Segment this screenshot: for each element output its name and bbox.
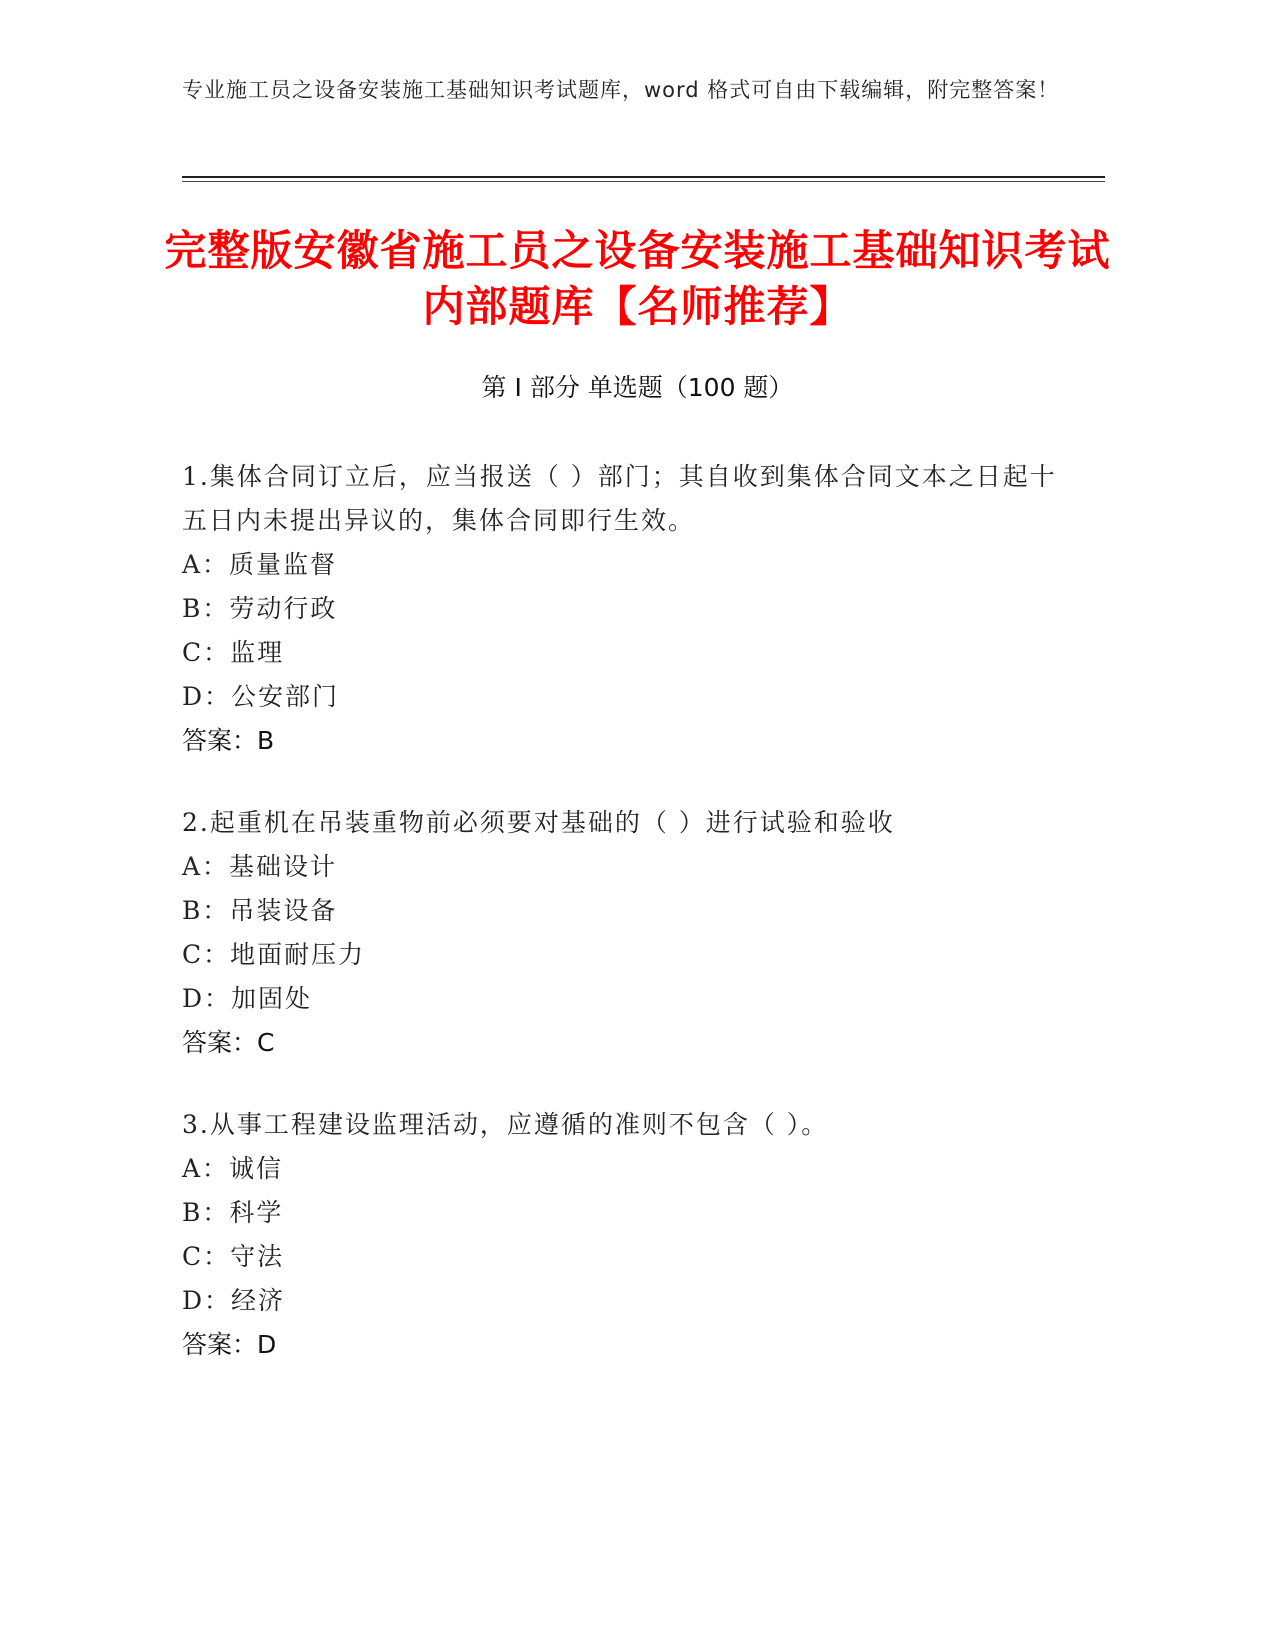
option-d: D：经济 [182,1286,286,1315]
option-b: B：劳动行政 [182,594,338,623]
document-title: 完整版安徽省施工员之设备安装施工基础知识考试内部题库【名师推荐】 [164,226,1111,331]
header-divider-thin [182,181,1105,182]
option-b: B：吊装设备 [182,896,338,925]
option-a: A：基础设计 [182,852,338,881]
option-c: C：监理 [182,638,285,667]
answer: 答案：C [182,1028,275,1057]
answer: 答案：B [182,726,275,755]
question-stem: 1.集体合同订立后，应当报送（ ）部门；其自收到集体合同文本之日起十五日内未提出异议的，集体合同即行生效。 [182,462,1057,535]
question-3 [182,1103,1062,1367]
header-divider-thick [182,176,1105,178]
question-1 [182,455,1062,763]
option-a: A：诚信 [182,1154,284,1183]
option-d: D：公安部门 [182,682,340,711]
question-stem: 2.起重机在吊装重物前必须要对基础的（ ）进行试验和验收 [182,808,895,837]
section-heading: 第 I 部分 单选题（100 题） [481,373,794,402]
option-b: B：科学 [182,1198,284,1227]
question-list [182,455,1062,1405]
option-c: C：地面耐压力 [182,940,366,969]
option-a: A：质量监督 [182,550,338,579]
question-stem: 3.从事工程建设监理活动，应遵循的准则不包含（ ）。 [182,1110,829,1139]
option-d: D：加固处 [182,984,313,1013]
header-note: 专业施工员之设备安装施工基础知识考试题库，word 格式可自由下载编辑，附完整答案！ [182,78,1060,102]
question-2 [182,801,1062,1065]
answer: 答案：D [182,1330,277,1359]
option-c: C：守法 [182,1242,285,1271]
